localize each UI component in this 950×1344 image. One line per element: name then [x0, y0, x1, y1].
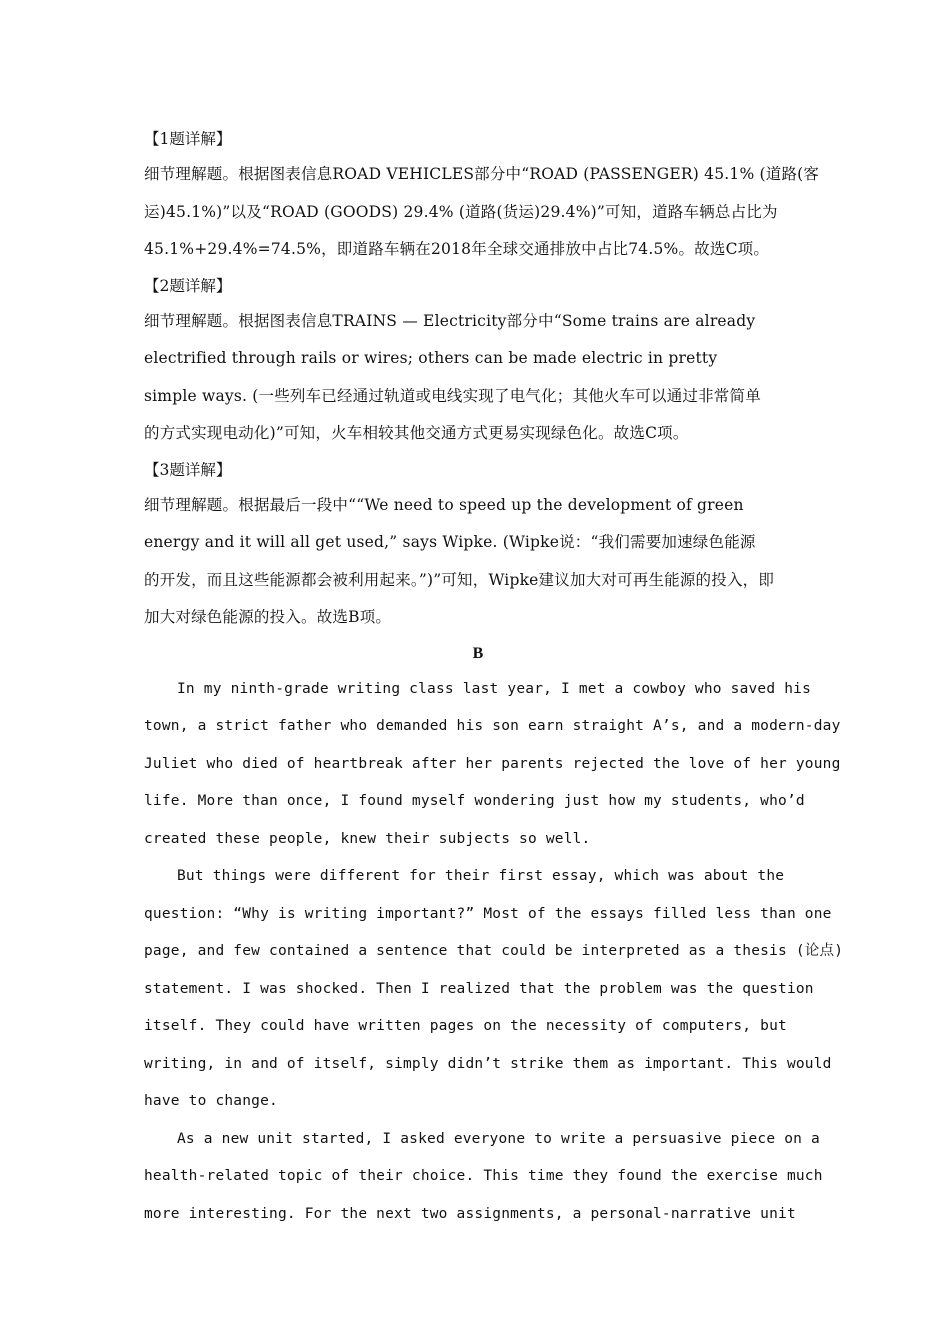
text-line: itself. They could have written pages on the necessity of computers, but — [144, 1018, 787, 1034]
text-line: 细节理解题。根据图表信息TRAINS — Electricity部分中“Some trains are already — [144, 311, 756, 330]
text-line: 的方式实现电动化)”可知，火车相较其他交通方式更易实现绿色化。故选C项。 — [144, 424, 689, 442]
text-line: created these people, knew their subjects so well. — [144, 830, 591, 847]
document-content — [144, 122, 844, 1233]
section-title: B — [472, 644, 484, 662]
text-line: writing, in and of itself, simply didn’t strike them as important. This would — [144, 1055, 832, 1072]
text-line: 细节理解题。根据最后一段中““We need to speed up the development of green — [144, 495, 744, 514]
text-line: electrified through rails or wires; others can be made electric in pretty — [144, 349, 718, 367]
text-line: page, and few contained a sentence that could be interpreted as a thesis (论点) — [144, 943, 844, 959]
text-line: simple ways. (一些列车已经通过轨道或电线实现了电气化；其他火车可以通过非常简单 — [144, 386, 761, 405]
passage-paragraph-2 — [144, 858, 844, 1121]
q2-explanation — [144, 303, 812, 453]
text-line: But things were different for their first essay, which was about the — [177, 868, 785, 884]
text-line: Juliet who died of heartbreak after her parents rejected the love of her young — [144, 755, 841, 772]
text-line: health-related topic of their choice. This time they found the exercise much — [144, 1168, 823, 1184]
q3-heading: 【3题详解】 — [144, 460, 232, 479]
text-line: 加大对绿色能源的投入。故选B项。 — [144, 608, 392, 626]
q1-explanation — [144, 156, 820, 269]
text-line: have to change. — [144, 1093, 278, 1109]
q2-heading: 【2题详解】 — [144, 276, 232, 295]
text-line: 运)45.1%)”以及“ROAD (GOODS) 29.4% (道路(货运)29.4%)”可知，道路车辆总占比为 — [144, 202, 778, 221]
text-line: statement. I was shocked. Then I realized that the problem was the question — [144, 980, 814, 997]
text-line: As a new unit started, I asked everyone to write a persuasive piece on a — [177, 1130, 820, 1147]
text-line: energy and it will all get used,” says Wipke. (Wipke说：“我们需要加速绿色能源 — [144, 533, 756, 551]
text-line: In my ninth-grade writing class last year, I met a cowboy who saved his — [177, 680, 812, 697]
text-line: town, a strict father who demanded his son earn straight A’s, and a modern-day — [144, 718, 841, 734]
text-line: 的开发，而且这些能源都会被利用起来。”)”可知，Wipke建议加大对可再生能源的投入，即 — [144, 570, 775, 589]
text-line: 45.1%+29.4%=74.5%，即道路车辆在2018年全球交通排放中占比74.5%。故选C项。 — [144, 240, 770, 258]
text-line: life. More than once, I found myself wondering just how my students, who’d — [144, 793, 805, 809]
text-line: 细节理解题。根据图表信息ROAD VEHICLES部分中“ROAD (PASSENGER) 45.1% (道路(客 — [144, 165, 820, 183]
q1-heading: 【1题详解】 — [144, 130, 232, 148]
text-line: question: “Why is writing important?” Most of the essays filled less than one — [144, 905, 832, 922]
passage-paragraph-3 — [144, 1121, 823, 1234]
passage-paragraph-1 — [144, 671, 841, 859]
q3-explanation — [144, 487, 812, 637]
text-line: more interesting. For the next two assignments, a personal-narrative unit — [144, 1205, 796, 1222]
